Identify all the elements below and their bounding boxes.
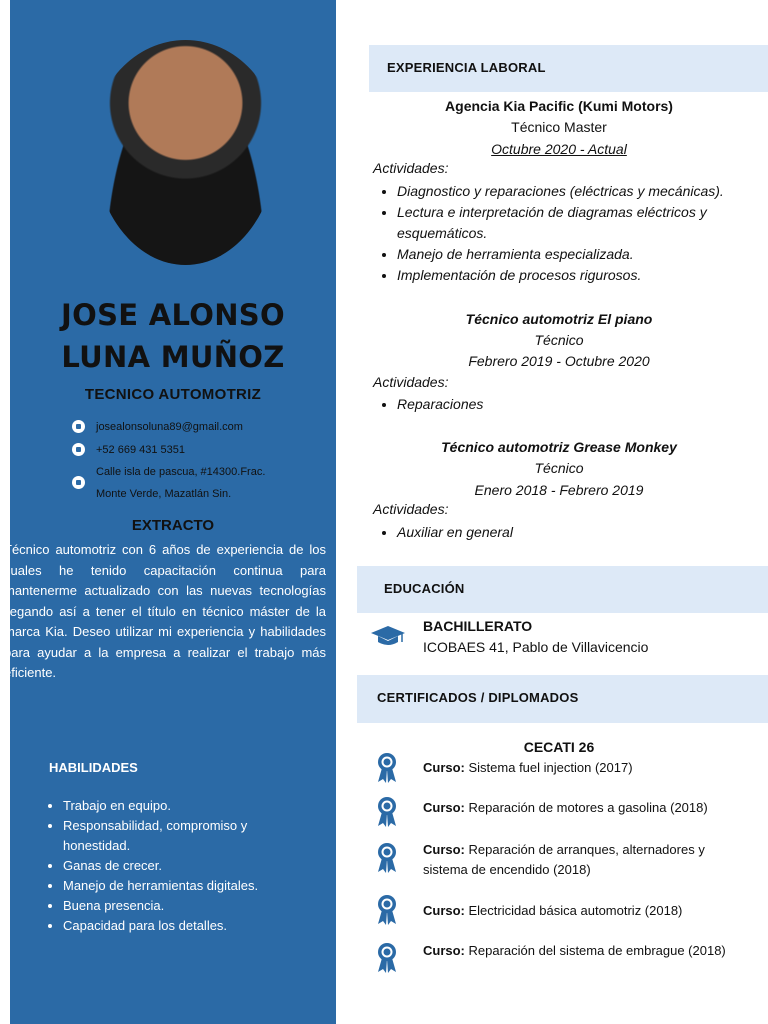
- course-name: Reparación del sistema de embrague (2018): [464, 943, 726, 958]
- graduation-cap-icon: [370, 625, 406, 647]
- address-line-1: Calle isla de pascua, #14300.Frac.: [96, 466, 266, 478]
- home-icon: [72, 476, 85, 489]
- job-1-activities-label: Actividades:: [373, 160, 449, 176]
- education-degree: BACHILLERATO: [423, 618, 533, 634]
- activity-item: • Reparaciones: [397, 394, 768, 415]
- activity-item: • Implementación de procesos rigurosos.: [397, 265, 768, 286]
- address-line-2: Monte Verde, Mazatlán Sin.: [96, 488, 232, 500]
- activity-item: • Lectura e interpretación de diagramas eléctricos y esquemáticos.: [397, 202, 768, 244]
- award-ribbon-icon: [376, 942, 398, 974]
- skill-item: • Capacidad para los detalles.: [63, 916, 313, 936]
- skill-item: • Ganas de crecer.: [63, 856, 313, 876]
- skill-item: • Responsabilidad, compromiso y honestidad.: [63, 816, 313, 856]
- certificate-item: [423, 798, 743, 818]
- certificates-institution: CECATI 26: [523, 739, 595, 755]
- skill-item: • Trabajo en equipo.: [63, 796, 313, 816]
- name-first-line: JOSE ALONSO: [61, 298, 285, 332]
- certificate-item: [423, 941, 743, 961]
- contact-phone[interactable]: [72, 439, 185, 461]
- email-icon: [72, 420, 85, 433]
- certificate-item: [423, 758, 743, 778]
- course-label: Curso:: [423, 842, 465, 857]
- job-2-activities: [376, 394, 768, 415]
- job-3-activities-label: Actividades:: [373, 501, 449, 517]
- experience-section-bar: [369, 45, 768, 92]
- certificate-item: [423, 840, 743, 880]
- job-2-company: Técnico automotriz El piano: [465, 311, 653, 327]
- certificates-title: CERTIFICADOS / DIPLOMADOS: [377, 690, 579, 705]
- extract-title: EXTRACTO: [131, 517, 215, 534]
- job-3-period: Enero 2018 - Febrero 2019: [474, 482, 644, 498]
- skill-item: • Buena presencia.: [63, 896, 313, 916]
- experience-title: EXPERIENCIA LABORAL: [387, 60, 546, 75]
- extract-text: Técnico automotriz con 6 años de experiencia de los cuales he tenido capacitación continua para mantenerme actualizado con las nuevas tecnologías llegando así a tener el título en técnico máster de la marca Kia. Deseo utilizar mi experiencia y habilidades para ayudar a la empresa a realizar el trabajo más eficiente.: [4, 542, 326, 680]
- skill-item: • Manejo de herramientas digitales.: [63, 876, 313, 896]
- education-title: EDUCACIÓN: [384, 581, 465, 596]
- course-name: Reparación de motores a gasolina (2018): [464, 800, 708, 815]
- course-name: Reparación de arranques, alternadores y sistema de encendido (2018): [423, 842, 705, 877]
- activity-item: • Manejo de herramienta especializada.: [397, 244, 768, 265]
- name-second-line: LUNA MUÑOZ: [61, 340, 285, 374]
- job-1-position: Técnico Master: [511, 119, 607, 135]
- job-3-company: Técnico automotriz Grease Monkey: [441, 439, 677, 455]
- award-ribbon-icon: [376, 796, 398, 828]
- person-icon: [72, 443, 85, 456]
- activity-item: • Auxiliar en general: [397, 522, 768, 543]
- award-ribbon-icon: [376, 842, 398, 874]
- course-name: Sistema fuel injection (2017): [464, 760, 633, 775]
- email-text: josealonsoluna89@gmail.com: [96, 421, 243, 433]
- job-1-company: Agencia Kia Pacific (Kumi Motors): [445, 98, 673, 114]
- job-1-activities: [376, 181, 768, 286]
- job-2-position: Técnico: [534, 332, 584, 348]
- job-3-activities: [376, 522, 768, 543]
- activity-item: • Diagnostico y reparaciones (eléctricas y mecánicas).: [397, 181, 768, 202]
- award-ribbon-icon: [376, 894, 398, 926]
- course-label: Curso:: [423, 800, 465, 815]
- education-school: ICOBAES 41, Pablo de Villavicencio: [423, 639, 649, 655]
- job-role: TECNICO AUTOMOTRIZ: [84, 386, 262, 403]
- course-label: Curso:: [423, 903, 465, 918]
- certificate-item: [423, 901, 743, 921]
- phone-text: +52 669 431 5351: [96, 444, 186, 456]
- contact-email[interactable]: [72, 416, 243, 438]
- course-label: Curso:: [423, 760, 465, 775]
- job-3-position: Técnico: [534, 460, 584, 476]
- job-2-activities-label: Actividades:: [373, 374, 449, 390]
- job-2-period: Febrero 2019 - Octubre 2020: [468, 353, 650, 369]
- job-1-period: Octubre 2020 - Actual: [491, 141, 627, 157]
- course-label: Curso:: [423, 943, 465, 958]
- education-section-bar: [357, 566, 768, 613]
- contact-address: [72, 461, 265, 505]
- award-ribbon-icon: [376, 752, 398, 784]
- skills-list: [40, 796, 313, 936]
- certificates-section-bar: [357, 675, 768, 723]
- course-name: Electricidad básica automotriz (2018): [464, 903, 683, 918]
- skills-title: HABILIDADES: [49, 760, 138, 775]
